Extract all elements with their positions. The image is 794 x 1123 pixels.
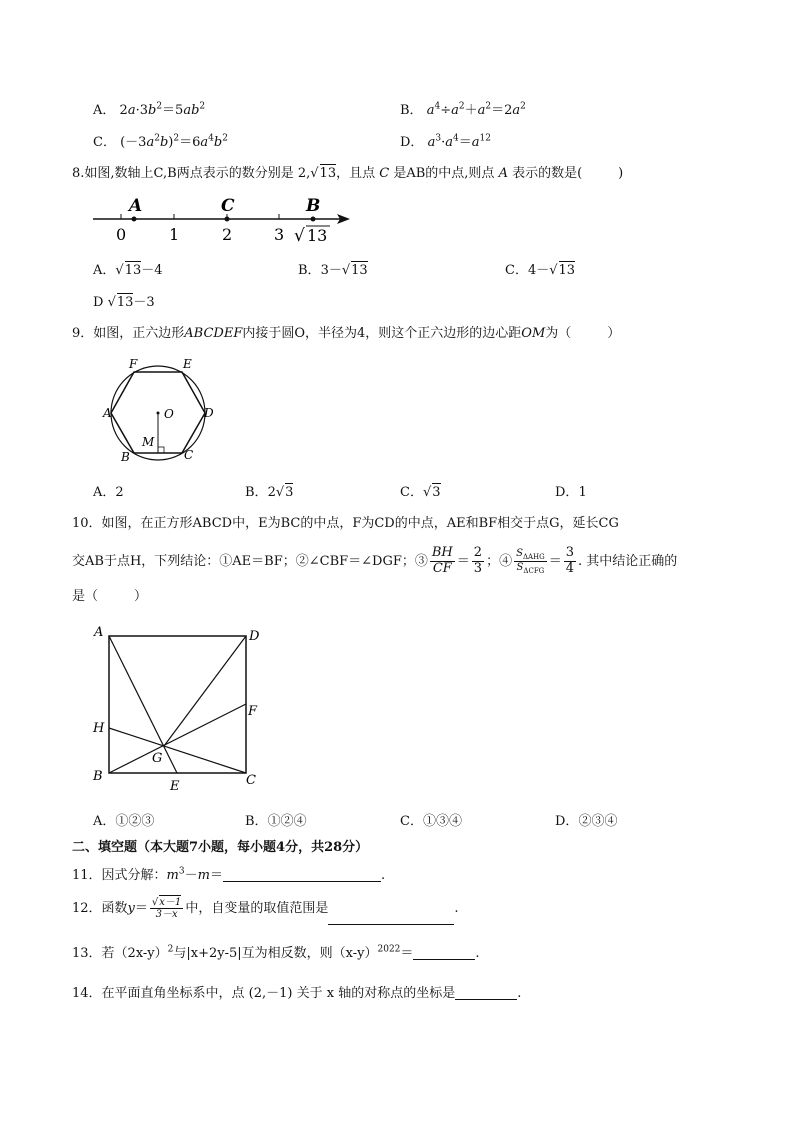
svg-text:O: O bbox=[164, 407, 174, 421]
svg-text:D: D bbox=[204, 406, 214, 420]
svg-text:C: C bbox=[246, 773, 256, 788]
point-a-dot bbox=[132, 217, 137, 222]
segment-ch bbox=[109, 728, 246, 773]
svg-text:C: C bbox=[184, 448, 194, 462]
q7-option-c: C． $(-3a^2b)^2=6a^4b^2$ bbox=[93, 133, 228, 150]
q8-option-a: A．√13－4 bbox=[93, 263, 163, 278]
section-2-title: 二、填空题（本大题7小题，每小题4分，共28分） bbox=[72, 840, 369, 855]
q13: 13．若$(2x-y)^2$与|x+2y-5|互为相反数，则$(x-y)^{2022}=$ . bbox=[72, 944, 480, 961]
q12: 12．函数y＝ $\frac{√x-1}{3-x}$ 中，自变量的取值范围是 . bbox=[72, 893, 458, 925]
svg-text:B: B bbox=[93, 769, 103, 784]
svg-text:M: M bbox=[142, 435, 155, 449]
center-dot bbox=[157, 412, 160, 415]
q10-option-b: B．①②④ bbox=[245, 814, 307, 829]
q13-answer-blank[interactable] bbox=[413, 946, 475, 960]
sqrt-sign: √ bbox=[294, 226, 305, 245]
tick-label-2: 2 bbox=[222, 225, 233, 244]
square-abcd bbox=[109, 636, 246, 773]
right-angle-mark bbox=[158, 447, 164, 453]
tick-label-sqrt13: 13 bbox=[307, 226, 328, 245]
q8-option-c: C．4－√13 bbox=[505, 263, 576, 278]
q14: 14．在平面直角坐标系中，点 (2,－1) 关于 x 轴的对称点的坐标是 . bbox=[72, 986, 522, 1001]
svg-text:B: B bbox=[121, 450, 130, 464]
point-b-dot bbox=[311, 217, 316, 222]
segment-bf bbox=[109, 704, 246, 773]
q10-option-c: C．①③④ bbox=[400, 814, 462, 829]
point-c-dot bbox=[225, 217, 230, 222]
svg-text:E: E bbox=[170, 779, 180, 794]
svg-text:D: D bbox=[249, 629, 260, 644]
q14-answer-blank[interactable] bbox=[455, 986, 517, 1000]
q9-option-d: D．1 bbox=[555, 485, 587, 500]
svg-text:H: H bbox=[93, 721, 105, 736]
segment-dg bbox=[164, 636, 246, 746]
q9-stem: 9．如图，正六边形ABCDEF内接于圆O，半径为4，则这个正六边形的边心距OM为（ ） bbox=[72, 326, 621, 341]
q11-answer-blank[interactable] bbox=[223, 868, 381, 882]
q8-number-line bbox=[88, 193, 358, 245]
svg-text:E: E bbox=[183, 357, 192, 371]
q10-square-figure bbox=[88, 624, 268, 794]
q9-hexagon-figure bbox=[100, 356, 230, 466]
tick-label-3: 3 bbox=[274, 225, 285, 244]
tick-label-0: 0 bbox=[116, 225, 127, 244]
segment-ae bbox=[109, 636, 177, 773]
q10-option-a: A．①②③ bbox=[93, 814, 155, 829]
svg-text:F: F bbox=[129, 357, 138, 371]
q9-option-c: C．√3 bbox=[400, 485, 441, 500]
q12-answer-blank[interactable] bbox=[328, 911, 454, 925]
label-c: C bbox=[221, 196, 235, 216]
label-a: A bbox=[129, 196, 143, 216]
svg-text:A: A bbox=[94, 625, 104, 640]
tick-label-1: 1 bbox=[169, 225, 180, 244]
q10-line-2: 交AB于点H，下列结论：①AE＝BF；②∠CBF＝∠DGF；③ $\frac{BH}{CF}$ ＝ $\frac{2}{3}$ ；④ $\frac{S_{\Delta AHG}}{S_{\Delta CFG}}$ ＝ $\frac{3}{4}$ . 其中结论正确的 bbox=[72, 545, 678, 576]
q7-option-b: B． $a^4\div a^2+a^2=2a^2$ bbox=[400, 101, 526, 118]
svg-text:G: G bbox=[152, 751, 163, 766]
q10-line-3: 是（ ） bbox=[72, 589, 148, 604]
q11: 11．因式分解：$m^3-m=$ . bbox=[72, 866, 386, 883]
q8-stem: 8.如图,数轴上C,B两点表示的数分别是 2,√13，且点 C 是AB的中点,则点 A 表示的数是( ) bbox=[72, 166, 624, 181]
q10-option-d: D．②③④ bbox=[555, 814, 618, 829]
q9-option-b: B．2√3 bbox=[245, 485, 294, 500]
label-b: B bbox=[306, 196, 321, 216]
q8-option-b: B．3－√13 bbox=[298, 263, 368, 278]
q8-option-d: D √13－3 bbox=[93, 295, 155, 310]
q10-line-1: 10．如图，在正方形ABCD中，E为BC的中点，F为CD的中点，AE和BF相交于点G，延长CG bbox=[72, 516, 619, 531]
q7-option-d: D． $a^3\cdot a^4=a^{12}$ bbox=[400, 133, 491, 150]
q9-option-a: A．2 bbox=[93, 485, 124, 500]
q7-option-a: A． $2a\cdot 3b^2=5ab^2$ bbox=[93, 101, 206, 118]
svg-text:A: A bbox=[103, 406, 112, 420]
svg-text:F: F bbox=[248, 704, 258, 719]
